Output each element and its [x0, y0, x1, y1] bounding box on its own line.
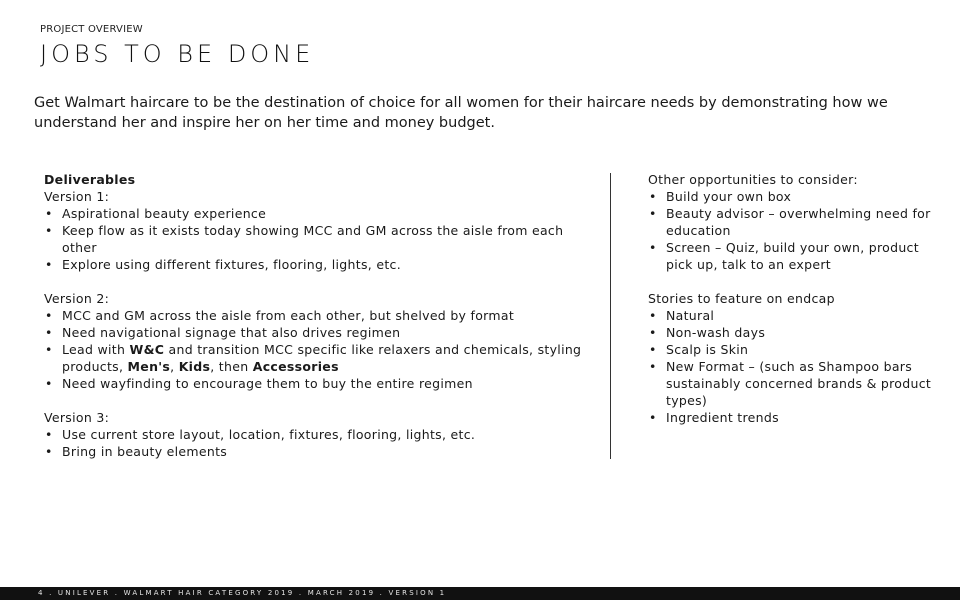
stories-section — [648, 290, 938, 426]
opportunities-section — [648, 171, 938, 273]
list-item: • Build your own box — [648, 188, 938, 205]
list-item: • Screen – Quiz, build your own, product pick up, talk to an expert — [648, 239, 938, 273]
lead-text-3: , — [170, 359, 179, 374]
list-item: • Scalp is Skin — [648, 341, 938, 358]
lead-text-1: Lead with — [62, 342, 130, 357]
stories-list — [648, 307, 938, 426]
accessories-emphasis: Accessories — [252, 359, 339, 374]
list-item: • Keep flow as it exists today showing MCC and GM across the aisle from each other — [44, 222, 589, 256]
list-item: • Need wayfinding to encourage them to buy the entire regimen — [44, 375, 589, 392]
list-item — [44, 341, 589, 375]
version-1-section — [44, 188, 589, 273]
version-2-list — [44, 307, 589, 392]
opportunities-list — [648, 188, 938, 273]
list-item: • Natural — [648, 307, 938, 324]
list-item: • Beauty advisor – overwhelming need for education — [648, 205, 938, 239]
deliverables-heading: Deliverables — [44, 172, 136, 187]
opportunities-column — [648, 171, 938, 443]
list-item: • MCC and GM across the aisle from each other, but shelved by format — [44, 307, 589, 324]
list-item: • New Format – (such as Shampoo bars sustainably concerned brands & product types) — [648, 358, 938, 409]
version-3-section — [44, 409, 589, 460]
page-title: JOBS TO BE DONE — [40, 40, 315, 68]
lead-text-2: and transition MCC specific like relaxers and chemicals, styling products, — [62, 342, 582, 374]
wc-emphasis: W&C — [129, 342, 165, 357]
list-item: • Use current store layout, location, fixtures, flooring, lights, etc. — [44, 426, 589, 443]
eyebrow-label: PROJECT OVERVIEW — [40, 24, 143, 35]
list-item: • Need navigational signage that also drives regimen — [44, 324, 589, 341]
version-3-list — [44, 426, 589, 460]
footer-text: 4 . UNILEVER . WALMART HAIR CATEGORY 2019 . MARCH 2019 . VERSION 1 — [38, 589, 447, 597]
list-item: • Explore using different fixtures, flooring, lights, etc. — [44, 256, 589, 273]
version-3-title: Version 3: — [44, 410, 110, 425]
list-item: • Aspirational beauty experience — [44, 205, 589, 222]
version-2-section — [44, 290, 589, 392]
opportunities-title: Other opportunities to consider: — [648, 172, 858, 187]
lead-text-4: , then — [210, 359, 253, 374]
version-1-title: Version 1: — [44, 189, 110, 204]
mens-emphasis: Men's — [127, 359, 171, 374]
stories-title: Stories to feature on endcap — [648, 291, 835, 306]
deliverables-column — [44, 171, 589, 477]
version-1-list — [44, 205, 589, 273]
kids-emphasis: Kids — [178, 359, 211, 374]
column-divider — [610, 173, 611, 459]
list-item: • Non-wash days — [648, 324, 938, 341]
list-item: • Bring in beauty elements — [44, 443, 589, 460]
list-item: • Ingredient trends — [648, 409, 938, 426]
intro-statement: Get Walmart haircare to be the destination of choice for all women for their haircare needs by demonstrating how we understand her and inspire her on her time and money budget. — [34, 95, 888, 131]
footer-bar — [0, 587, 960, 600]
version-2-title: Version 2: — [44, 291, 110, 306]
